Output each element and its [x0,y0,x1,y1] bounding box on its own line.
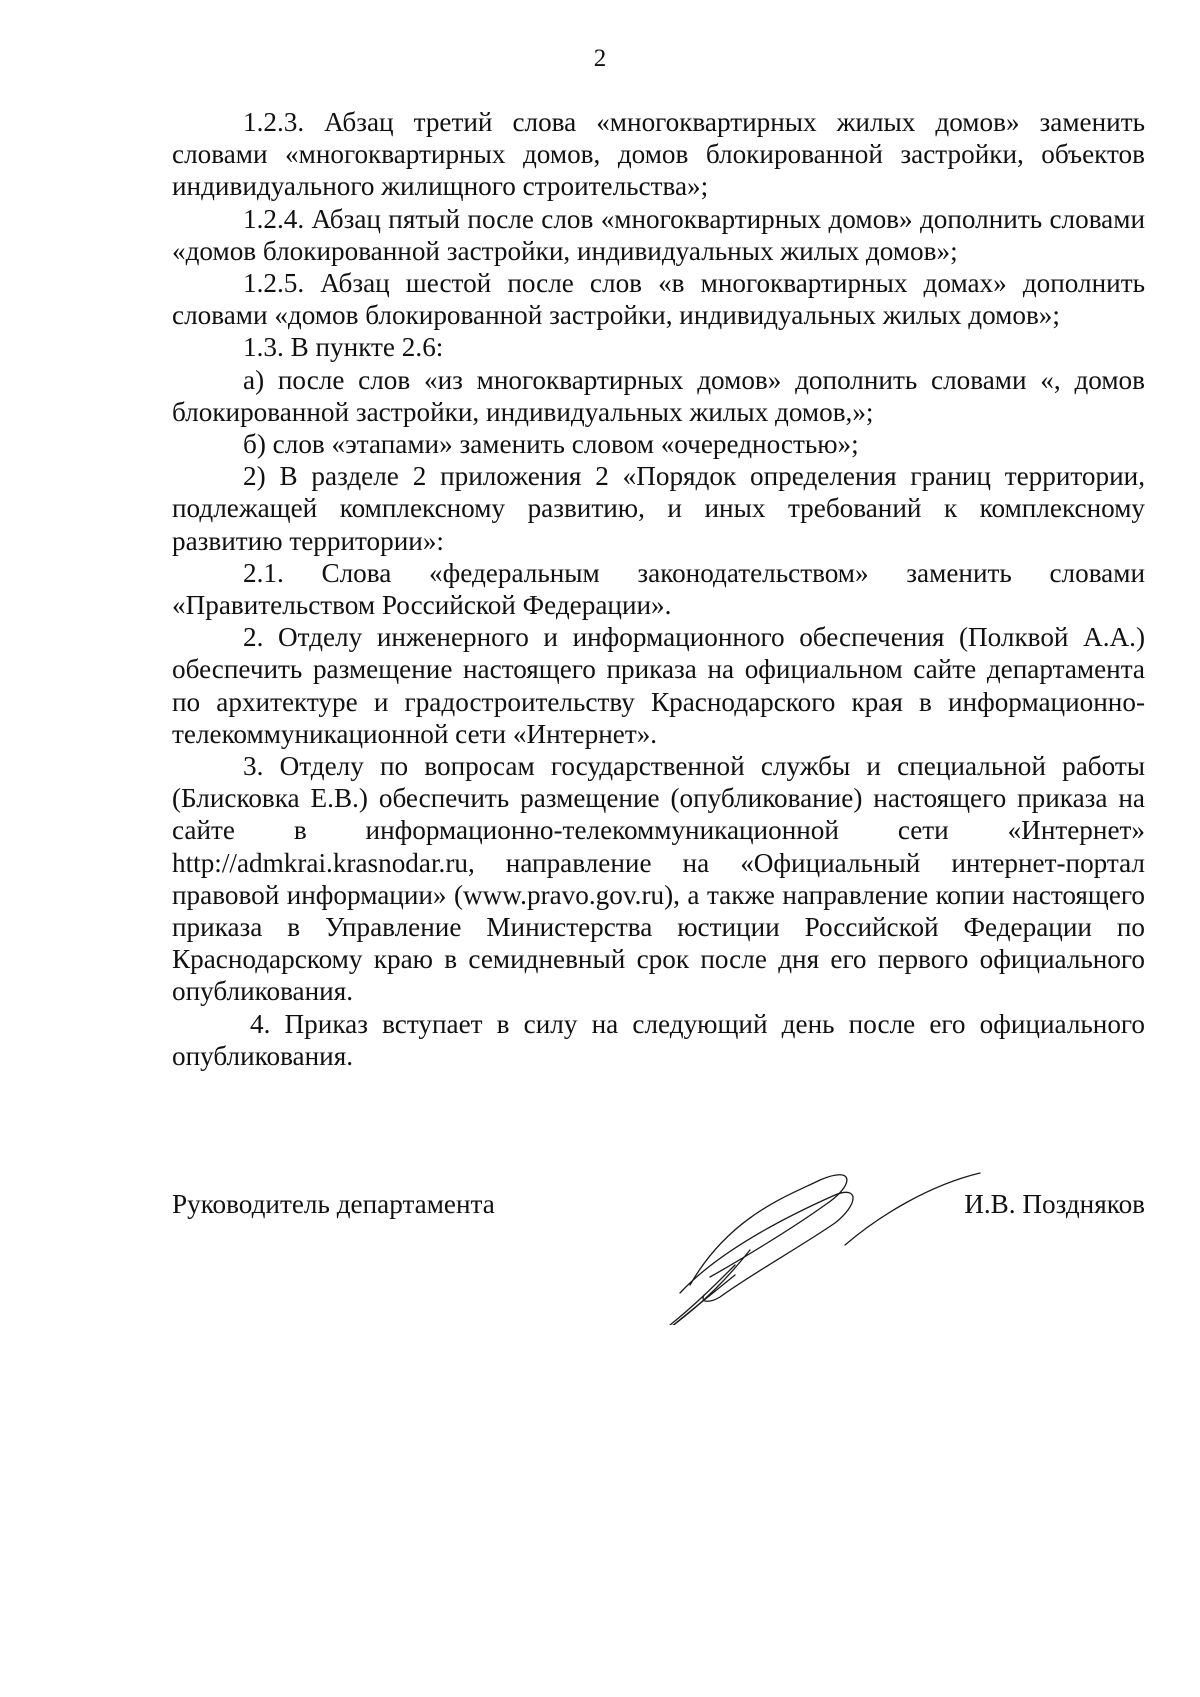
paragraph-1-3: 1.3. В пункте 2.6: [243,332,444,363]
paragraph-1-3-a: а) после слов «из многоквартирных домов» дополнить словами «, домов блокированной застройки, индивидуальных жилых домов,»; [172,364,1145,427]
paragraph-1-2-5: 1.2.5. Абзац шестой после слов «в многоквартирных домах» дополнить словами «домов блокированной застройки, индивидуальных жилых домов»; [172,268,1145,331]
paragraph-item-3: 3. Отделу по вопросам государственной службы и специальной работы (Блисковка Е.В.) обеспечить размещение (опубликование) настоящего приказа на сайте в информационно-телекоммуникационной сети «Интернет» http://admkrai.krasnodar.ru, направление на «Официальный интернет-портал правовой информации» (www.pravo.gov.ru), а также направление копии настоящего приказа в Управление Министерства юстиции Российской Федерации по Краснодарскому краю в семидневный срок после дня его первого официального опубликования. [172,751,1145,1007]
paragraph-section-2: 2) В разделе 2 приложения 2 «Порядок определения границ территории, подлежащей комплексному развитию, и иных требований к комплексному развитию территории»: [172,461,1145,556]
page-number: 2 [593,45,607,72]
handwritten-signature-icon [640,1125,990,1325]
paragraph-1-2-3: 1.2.3. Абзац третий слова «многоквартирных жилых домов» заменить словами «многоквартирных домов, домов блокированной застройки, объектов индивидуального жилищного строительства»; [172,107,1145,202]
document-body [172,106,1145,1072]
paragraph-2-1: 2.1. Слова «федеральным законодательством» заменить словами «Правительством Российской Федерации». [172,557,1145,621]
signatory-title: Руководитель департамента [172,1189,495,1219]
paragraph-item-4: 4. Приказ вступает в силу на следующий день после его официального опубликования. [172,1008,1145,1071]
signatory-name: И.В. Поздняков [964,1189,1145,1219]
paragraph-1-3-b: б) слов «этапами» заменить словом «очередностью»; [243,429,859,460]
paragraph-1-2-4: 1.2.4. Абзац пятый после слов «многоквартирных домов» дополнить словами «домов блокированной застройки, индивидуальных жилых домов»; [172,203,1145,266]
paragraph-item-2: 2. Отделу инженерного и информационного обеспечения (Полквой А.А.) обеспечить размещение настоящего приказа на официальном сайте департамента по архитектуре и градостроительству Краснодарского края в информационно-телекоммуникационной сети «Интернет». [172,622,1145,749]
